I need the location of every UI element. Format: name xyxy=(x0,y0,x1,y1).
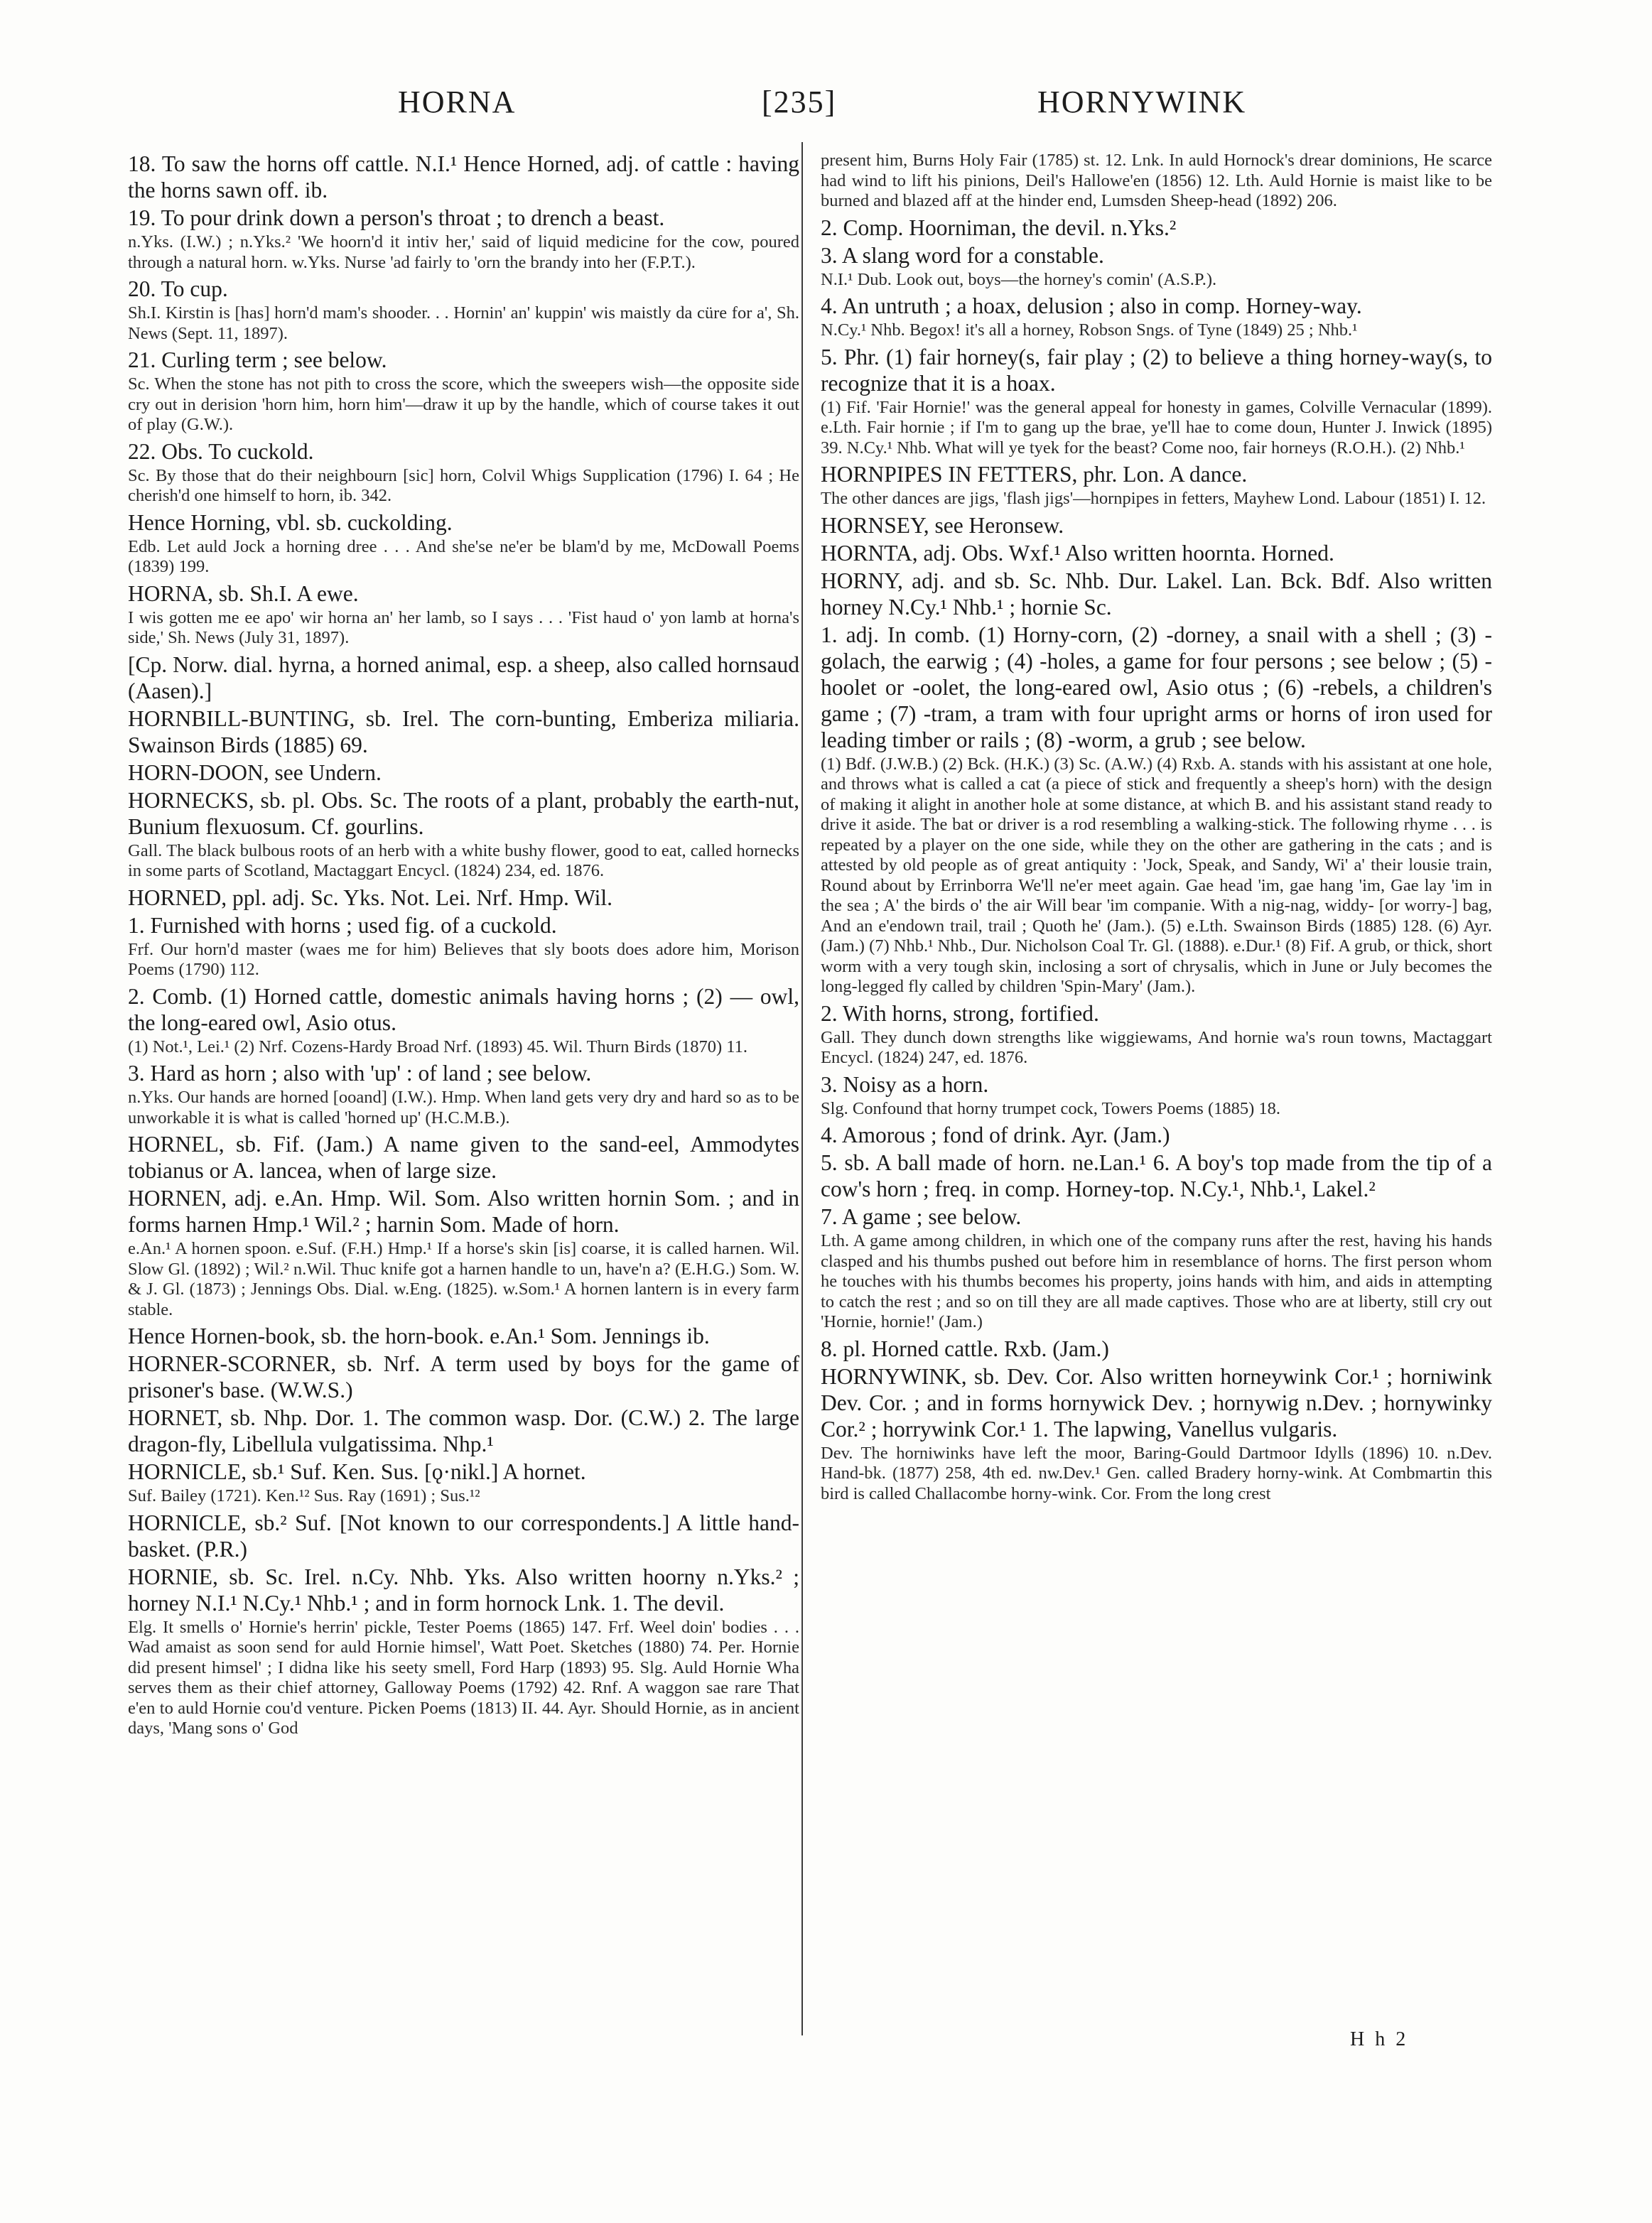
entry-paragraph: 2. Comp. Hoorniman, the devil. n.Yks.² xyxy=(821,215,1177,240)
entry-paragraph: 3. Hard as horn ; also with 'up' : of land ; see below. xyxy=(128,1061,592,1086)
entry-paragraph: HORNIE, sb. Sc. Irel. n.Cy. Nhb. Yks. Also written hoorny n.Yks.² ; horney N.I.¹ N.Cy.¹ Nhb.¹ ; and in form hornock Lnk. 1. The devil. xyxy=(128,1564,799,1616)
entry-paragraph: 2. Comb. (1) Horned cattle, domestic animals having horns ; (2) — owl, the long-eared owl, Asio otus. xyxy=(128,983,799,1035)
entry-paragraph: 8. pl. Horned cattle. Rxb. (Jam.) xyxy=(821,1336,1109,1361)
citation-paragraph: (1) Fif. 'Fair Hornie!' was the general appeal for honesty in games, Colville Vernacular (1899). e.Lth. Fair hornie ; if I'm to gang up the brae, ye'll hae to come doun, Hunter J. Inwick (1895) 39. N.Cy.¹ Nhb. What will ye tyek for the beast? Come noo, fair horneys (R.O.H.). (2) Nhb.¹ xyxy=(821,397,1492,458)
entry-paragraph: 1. Furnished with horns ; used fig. of a cuckold. xyxy=(128,912,557,938)
entry-paragraph: HORNICLE, sb.¹ Suf. Ken. Sus. [ǫ·nikl.] A hornet. xyxy=(128,1459,586,1484)
left-column xyxy=(128,151,799,2026)
entry-paragraph: 21. Curling term ; see below. xyxy=(128,347,387,372)
entry-paragraph: HORNER-SCORNER, sb. Nrf. A term used by boys for the game of prisoner's base. (W.W.S.) xyxy=(128,1351,799,1402)
entry-paragraph: HORNYWINK, sb. Dev. Cor. Also written horneywink Cor.¹ ; horniwink Dev. Cor. ; and in forms hornywick Dev. ; hornywig n.Dev. ; hornywinky Cor.² ; horrywink Cor.¹ 1. The lapwing, Vanellus vulgaris. xyxy=(821,1363,1492,1442)
signature-mark: H h 2 xyxy=(1350,2028,1409,2050)
entry-paragraph: HORNEL, sb. Fif. (Jam.) A name given to the sand-eel, Ammodytes tobianus or A. lancea, when of large size. xyxy=(128,1132,799,1183)
entry-paragraph: 20. To cup. xyxy=(128,276,228,301)
citation-paragraph: Elg. It smells o' Hornie's herrin' pickle, Tester Poems (1865) 147. Frf. Weel doin' bodies . . . Wad amaist as soon send for auld Hornie himsel', Watt Poet. Sketches (1880) 74. Per. Hornie did present himsel' ; I didna like his seety smell, Ford Harp (1893) 95. Slg. Auld Hornie Wha serves them as their chief attorney, Galloway Poems (1792) 42. Rnf. A waggon sae rare That e'en to auld Hornie cou'd venture. Picken Poems (1813) II. 44. Ayr. Should Hornie, as in ancient days, 'Mang sons o' God xyxy=(128,1617,799,1738)
citation-paragraph: e.An.¹ A hornen spoon. e.Suf. (F.H.) Hmp.¹ If a horse's skin [is] coarse, it is called harnen. Wil. Slow Gl. (1892) ; Wil.² n.Wil. Thuc knife got a harnen handle to un, have'n a? (E.H.G.) Som. W. & J. Gl. (1873) ; Jennings Obs. Dial. w.Eng. (1825). w.Som.¹ A hornen lantern is in every farm stable. xyxy=(128,1239,799,1319)
column-divider xyxy=(801,142,803,2035)
citation-paragraph: Gall. They dunch down strengths like wiggiewams, And hornie wa's roun towns, Mactaggart Encycl. (1824) 247, ed. 1876. xyxy=(821,1027,1492,1067)
entry-paragraph: 7. A game ; see below. xyxy=(821,1204,1022,1229)
citation-paragraph: (1) Bdf. (J.W.B.) (2) Bck. (H.K.) (3) Sc. (A.W.) (4) Rxb. A. stands with his assistant at one hole, and throws what is called a cat (a piece of stick and frequently a sheep's horn) with the design of making it alight in another hole at some distance, at which B. and his assistant stand ready to drive it aside. The bat or driver is a rod resembling a walking-stick. The following rhyme . . . is repeated by a player on the one side, while they on the other are gathering in the cats ; and is attested by old people as of great antiquity : 'Jock, Speak, and Sandy, Wi' a' their lousie train, Round about by Errinborra We'll ne'er meet again. Gae head 'im, gae hang 'im, Gae lay 'im in the sea ; A' the birds o' the air Will bear 'im companie. With a nig-nag, widdy- [or worry-] bag, And an e'endown trail, trail ; Quoth he' (Jam.). (5) e.Lth. Swainson Birds (1885) 128. (6) Ayr. (Jam.) (7) Nhb.¹ Nhb., Dur. Nicholson Coal Tr. Gl. (1888). e.Dur.¹ (8) Fif. A grub, or thick, short worm with a very tough skin, inclosing a sort of chrysalis, which in June or July becomes the long-legged fly called by children 'Spin-Mary' (Jam.). xyxy=(821,754,1492,996)
citation-paragraph: n.Yks. Our hands are horned [ooand] (I.W.). Hmp. When land gets very dry and hard so as to be unworkable it is what is called 'horned up' (H.C.M.B.). xyxy=(128,1088,799,1127)
entry-paragraph: 1. adj. In comb. (1) Horny-corn, (2) -dorney, a snail with a shell ; (3) -golach, the earwig ; (4) -holes, a game for four persons ; see below ; (5) -hoolet or -oolet, the long-eared owl, Asio otus ; (6) -rebels, a children's game ; (7) -tram, a tram with four upright arms or horns of iron used for leading timber or rails ; (8) -worm, a grub ; see below. xyxy=(821,622,1492,752)
entry-paragraph: HORNSEY, see Heronsew. xyxy=(821,512,1064,538)
entry-paragraph: HORNPIPES IN FETTERS, phr. Lon. A dance. xyxy=(821,462,1248,487)
page-number: [235] xyxy=(762,85,837,119)
citation-paragraph: Suf. Bailey (1721). Ken.¹² Sus. Ray (1691) ; Sus.¹² xyxy=(128,1486,480,1505)
citation-paragraph: Sc. When the stone has not pith to cross the score, which the sweepers wish—the opposite side cry out in derision 'horn him, horn him'—draw it up by the handle, which of course takes it out of play (G.W.). xyxy=(128,374,799,434)
entry-paragraph: HORNED, ppl. adj. Sc. Yks. Not. Lei. Nrf. Hmp. Wil. xyxy=(128,885,613,910)
entry-paragraph: HORNY, adj. and sb. Sc. Nhb. Dur. Lakel. Lan. Bck. Bdf. Also written horney N.Cy.¹ Nhb.¹ ; hornie Sc. xyxy=(821,568,1492,620)
entry-paragraph: HORNTA, adj. Obs. Wxf.¹ Also written hoornta. Horned. xyxy=(821,540,1334,566)
entry-paragraph: 5. Phr. (1) fair horney(s, fair play ; (2) to believe a thing horney-way(s, to recognize that it is a hoax. xyxy=(821,344,1492,396)
entry-paragraph: HORNICLE, sb.² Suf. [Not known to our correspondents.] A little hand-basket. (P.R.) xyxy=(128,1510,799,1562)
citation-paragraph: Gall. The black bulbous roots of an herb with a white bushy flower, good to eat, called hornecks in some parts of Scotland, Mactaggart Encycl. (1824) 234, ed. 1876. xyxy=(128,840,799,880)
citation-paragraph: The other dances are jigs, 'flash jigs'—hornpipes in fetters, Mayhew Lond. Labour (1851) I. 12. xyxy=(821,489,1486,508)
entry-paragraph: 3. A slang word for a constable. xyxy=(821,242,1104,268)
citation-paragraph: Edb. Let auld Jock a horning dree . . . And she'se ne'er be blam'd by me, McDowall Poems (1839) 199. xyxy=(128,536,799,576)
citation-paragraph: Lth. A game among children, in which one of the company runs after the rest, having his hands clasped and his thumbs pushed out before him in resemblance of horns. The first person whom he touches with his thumbs becomes his property, joins hands with him, and aids in attempting to catch the rest ; and so on till they are all made captives. Those who are at liberty, still cry out 'Hornie, hornie!' (Jam.) xyxy=(821,1231,1492,1331)
entry-paragraph: 2. With horns, strong, fortified. xyxy=(821,1000,1099,1026)
entry-paragraph: Hence Hornen-book, sb. the horn-book. e.An.¹ Som. Jennings ib. xyxy=(128,1324,710,1348)
citation-paragraph: (1) Not.¹, Lei.¹ (2) Nrf. Cozens-Hardy Broad Nrf. (1893) 45. Wil. Thurn Birds (1870) 11. xyxy=(128,1037,747,1056)
entry-paragraph: HORNA, sb. Sh.I. A ewe. xyxy=(128,580,359,606)
entry-paragraph: 4. An untruth ; a hoax, delusion ; also in comp. Horney-way. xyxy=(821,293,1362,318)
citation-paragraph: n.Yks. (I.W.) ; n.Yks.² 'We hoorn'd it intiv her,' said of liquid medicine for the cow, poured through a natural horn. w.Yks. Nurse 'ad fairly to 'orn the brandy into her (F.P.T.). xyxy=(128,232,799,272)
entry-paragraph: HORN-DOON, see Undern. xyxy=(128,759,382,785)
entry-paragraph: 22. Obs. To cuckold. xyxy=(128,438,314,464)
citation-paragraph: N.Cy.¹ Nhb. Begox! it's all a horney, Robson Sngs. of Tyne (1849) 25 ; Nhb.¹ xyxy=(821,320,1358,340)
citation-paragraph: N.I.¹ Dub. Look out, boys—the horney's comin' (A.S.P.). xyxy=(821,269,1217,289)
citation-paragraph: I wis gotten me ee apo' wir horna an' her lamb, so I says . . . 'Fist haud o' yon lamb at horna's side,' Sh. News (July 31, 1897). xyxy=(128,607,799,647)
citation-paragraph: Sh.I. Kirstin is [has] horn'd mam's shooder. . . Hornin' an' kuppin' wis maistly da cüre for a', Sh. News (Sept. 11, 1897). xyxy=(128,303,799,343)
entry-paragraph: HORNECKS, sb. pl. Obs. Sc. The roots of a plant, probably the earth-nut, Bunium flexuosum. Cf. gourlins. xyxy=(128,787,799,839)
citation-paragraph: Sc. By those that do their neighbourn [sic] horn, Colvil Whigs Supplication (1796) I. 64 ; He cherish'd one himself to horn, ib. 342. xyxy=(128,465,799,505)
entry-paragraph: HORNEN, adj. e.An. Hmp. Wil. Som. Also written hornin Som. ; and in forms harnen Hmp.¹ Wil.² ; harnin Som. Made of horn. xyxy=(128,1186,799,1237)
citation-paragraph: Frf. Our horn'd master (waes me for him) Believes that sly boots does adore him, Morison Poems (1790) 112. xyxy=(128,939,799,979)
page-header xyxy=(121,84,1531,141)
entry-paragraph: HORNBILL-BUNTING, sb. Irel. The corn-bunting, Emberiza miliaria. Swainson Birds (1885) 69. xyxy=(128,705,799,757)
entry-paragraph: [Cp. Norw. dial. hyrna, a horned animal, esp. a sheep, also called hornsaud (Aasen).] xyxy=(128,651,799,703)
entry-paragraph: Hence Horning, vbl. sb. cuckolding. xyxy=(128,509,453,535)
entry-paragraph: 5. sb. A ball made of horn. ne.Lan.¹ 6. A boy's top made from the tip of a cow's horn ; freq. in comp. Horney-top. N.Cy.¹, Nhb.¹, Lakel.² xyxy=(821,1150,1492,1201)
citation-paragraph: Slg. Confound that horny trumpet cock, Towers Poems (1885) 18. xyxy=(821,1098,1281,1118)
running-head-left: HORNA xyxy=(398,85,517,119)
citation-paragraph: present him, Burns Holy Fair (1785) st. 12. Lnk. In auld Hornock's drear dominions, He scarce had wind to lift his pinions, Deil's Hallowe'en (1856) 12. Lth. Auld Hornie is maist like to be burned and blazed aff at the hinder end, Lumsden Sheep-head (1892) 206. xyxy=(821,151,1492,210)
entry-paragraph: 18. To saw the horns off cattle. N.I.¹ Hence Horned, adj. of cattle : having the horns sawn off. ib. xyxy=(128,151,799,202)
citation-paragraph: Dev. The horniwinks have left the moor, Baring-Gould Dartmoor Idylls (1896) 10. n.Dev. Hand-bk. (1877) 258, 4th ed. nw.Dev.¹ Gen. called Bradery horny-wink. At Combmartin this bird is called Challacombe horny-wink. Cor. From the long crest xyxy=(821,1443,1492,1503)
entry-paragraph: HORNET, sb. Nhp. Dor. 1. The common wasp. Dor. (C.W.) 2. The large dragon-fly, Libellula vulgatissima. Nhp.¹ xyxy=(128,1405,799,1456)
right-column xyxy=(821,151,1492,2026)
entry-paragraph: 3. Noisy as a horn. xyxy=(821,1071,989,1097)
entry-paragraph: 19. To pour drink down a person's throat ; to drench a beast. xyxy=(128,205,665,230)
entry-paragraph: 4. Amorous ; fond of drink. Ayr. (Jam.) xyxy=(821,1123,1170,1147)
running-head-right: HORNYWINK xyxy=(1037,85,1247,119)
